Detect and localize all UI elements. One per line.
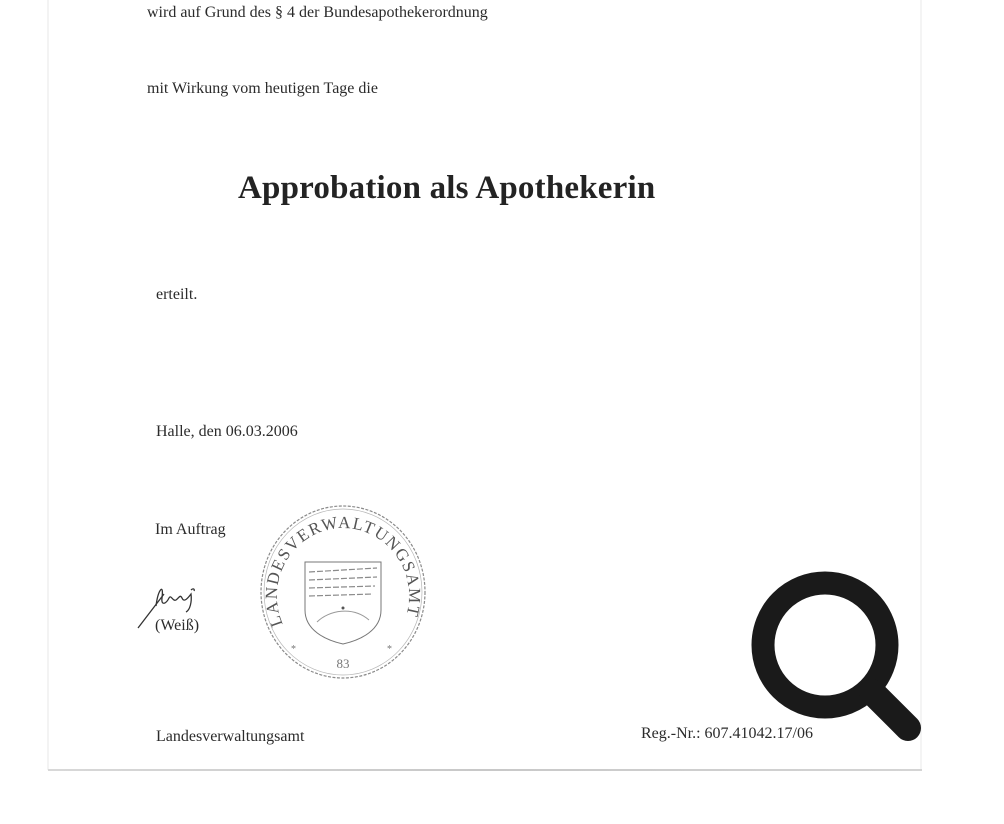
legal-basis-line: wird auf Grund des § 4 der Bundesapothekerordnung xyxy=(147,4,488,21)
svg-text:LANDESVERWALTUNGSAMT: LANDESVERWALTUNGSAMT xyxy=(261,512,425,630)
magnifier-icon[interactable] xyxy=(750,570,925,745)
official-seal-icon xyxy=(257,502,429,682)
place-date-line: Halle, den 06.03.2006 xyxy=(156,423,298,440)
document-title: Approbation als Apothekerin xyxy=(238,170,656,206)
effect-line: mit Wirkung vom heutigen Tage die xyxy=(147,80,378,97)
registration-number: Reg.-Nr.: 607.41042.17/06 xyxy=(641,725,813,742)
on-behalf-line: Im Auftrag xyxy=(155,521,226,538)
granted-line: erteilt. xyxy=(156,286,198,303)
seal-number: 83 xyxy=(336,656,350,671)
footer-divider xyxy=(48,769,922,771)
signatory-name: (Weiß) xyxy=(155,617,200,634)
svg-text:*: * xyxy=(387,644,392,655)
svg-text:*: * xyxy=(291,644,296,655)
scan-edge-left xyxy=(47,0,49,770)
issuing-authority: Landesverwaltungsamt xyxy=(156,728,305,745)
